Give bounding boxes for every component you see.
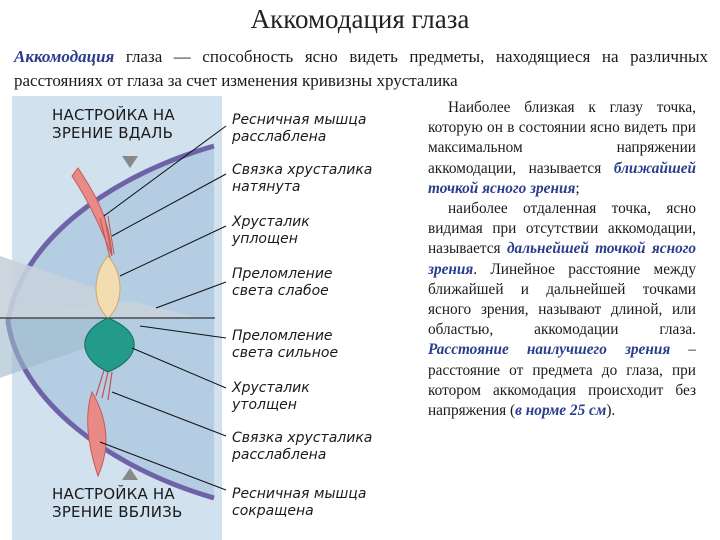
label-line: света сильное [232, 345, 339, 361]
header-near-line2: ЗРЕНИЕ ВБЛИЗЬ [52, 503, 183, 521]
label-line: Преломление [232, 328, 333, 344]
label-zonule-tense [232, 162, 372, 196]
intro-text: глаза — способность ясно видеть предметы, находящиеся на различных расстояниях от глаза за счет изменения кривизны хрусталика [14, 47, 708, 90]
intro-term: Аккомодация [14, 47, 115, 66]
text-run: ; [575, 179, 580, 197]
header-far-line2: ЗРЕНИЕ ВДАЛЬ [52, 124, 174, 142]
label-zonule-relaxed [232, 430, 372, 464]
term-farthest-point: дальнейшей точкой ясного зрения [428, 240, 697, 278]
header-far [52, 106, 175, 142]
label-line: Связка хрусталика [232, 430, 373, 446]
label-ciliary-contracted [232, 486, 366, 520]
term-norm: в норме 25 см [515, 402, 607, 420]
side-paragraph-2 [428, 199, 696, 421]
label-line: натянута [232, 179, 301, 195]
side-text [428, 98, 696, 421]
header-near-line1: НАСТРОЙКА НА [52, 485, 175, 503]
page-title: Аккомодация глаза [250, 4, 470, 34]
text-run: наиболее отдаленная точка, ясно видимая при отсутствии аккомодации, называется [428, 200, 696, 258]
text-run: . Линейное расстояние между ближайшей и дальнейшей точками ясного зрения, называют длиной, или областью, аккомодации глаза. [428, 260, 696, 339]
label-ciliary-relaxed [232, 112, 366, 146]
text-run: – расстояние от предмета до глаза, при котором аккомодация происходит без напряжения ( [428, 341, 696, 420]
side-paragraph-1 [428, 98, 696, 199]
header-far-line1: НАСТРОЙКА НА [52, 106, 175, 124]
label-line: сокращена [232, 503, 314, 519]
label-refraction-weak [232, 266, 333, 300]
label-line: Связка хрусталика [232, 162, 373, 178]
label-refraction-strong [232, 328, 338, 362]
label-lens-flat [232, 214, 310, 248]
text-run: Наиболее близкая к глазу точка, которую он в состоянии ясно видеть при максимальном напряжении аккомодации, называется [428, 99, 696, 177]
accommodation-figure [0, 96, 420, 540]
label-line: Преломление [232, 266, 333, 282]
label-line: уплощен [232, 231, 298, 247]
label-line: утолщен [232, 397, 297, 413]
label-lens-thick [232, 380, 310, 414]
text-run: ). [606, 402, 616, 420]
label-line: Хрусталик [232, 214, 310, 230]
term-best-distance: Расстояние наилучшего зрения [428, 341, 671, 359]
label-line: света слабое [232, 283, 329, 299]
term-nearest-point: ближайшей точкой ясного зрения [428, 159, 696, 197]
intro-paragraph [14, 45, 708, 93]
label-line: Хрусталик [232, 380, 310, 396]
label-line: расслаблена [232, 129, 327, 145]
label-line: расслаблена [232, 447, 327, 463]
header-near [52, 485, 182, 521]
label-line: Ресничная мышца [232, 112, 367, 128]
label-line: Ресничная мышца [232, 486, 367, 502]
